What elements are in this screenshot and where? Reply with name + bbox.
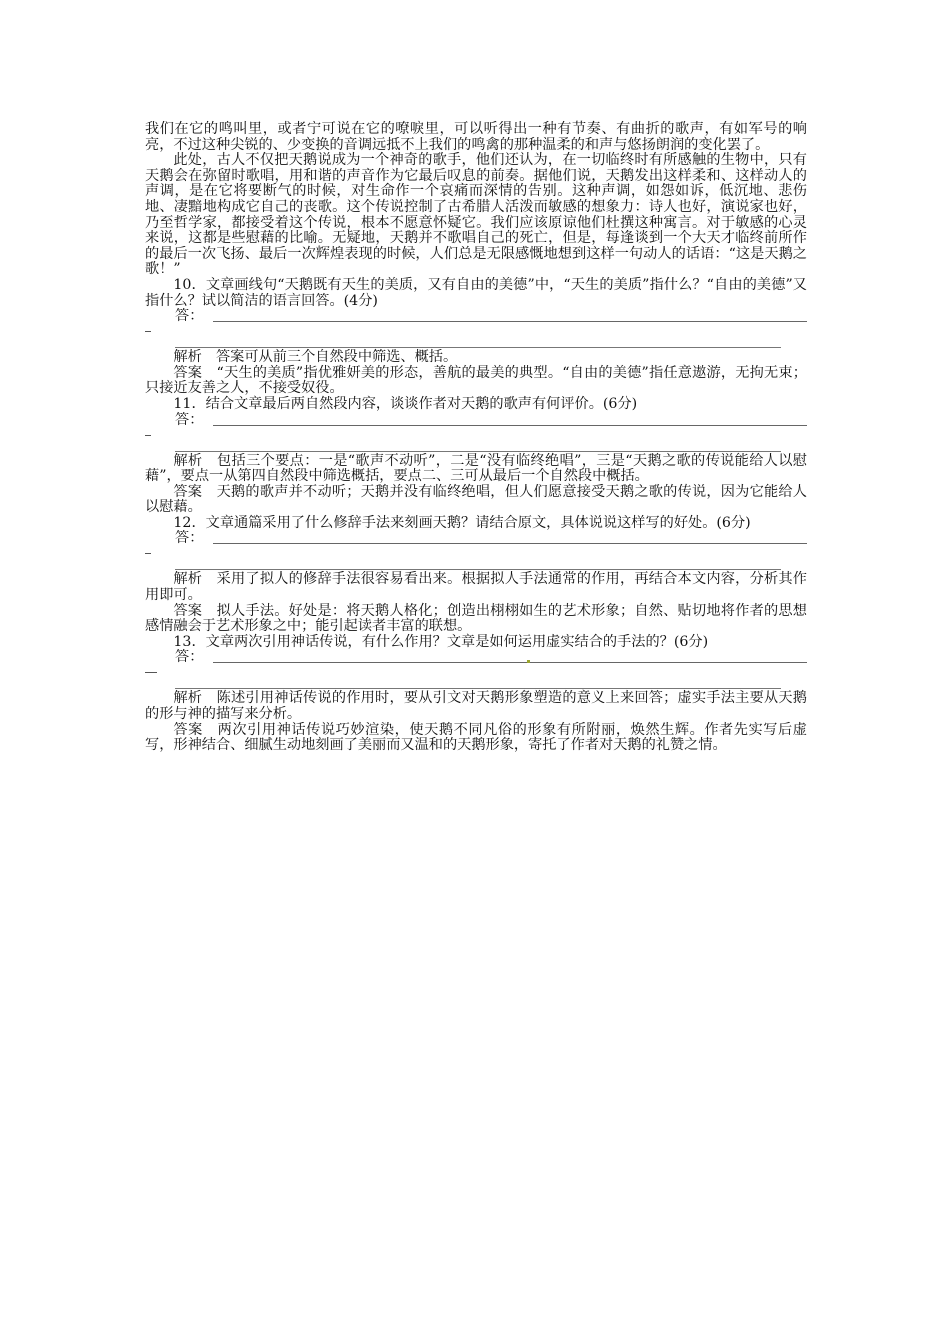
stray-mark: [527, 660, 530, 663]
answer-13: 答案 两次引用神话传说巧妙渲染，使天鹅不同凡俗的形象有所附丽，焕然生辉。作者先实写后虚写，形神结合、细腻生动地刻画了美丽而又温和的天鹅形象，寄托了作者对天鹅的礼赞之情。: [145, 721, 807, 754]
question-10: 10．文章画线句“天鹅既有天生的美质，又有自由的美德”中，“天生的美质”指什么？“自由的美德”又指什么？试以简洁的语言回答。(4分): [145, 276, 807, 309]
passage-paragraph-1: 我们在它的鸣叫里，或者宁可说在它的嘹唳里，可以听得出一种有节奏、有曲折的歌声，有如军号的响亮，不过这种尖锐的、少变换的音调远抵不上我们的鸣禽的那种温柔的和声与悠扬朗润的变化罢了。: [145, 121, 807, 153]
answer-12: 答案 拟人手法。好处是：将天鹅人格化；创造出栩栩如生的艺术形象；自然、贴切地将作者的思想感情融会于艺术形象之中；能引起读者丰富的联想。: [145, 602, 807, 635]
answer-underline: [213, 662, 807, 663]
analysis-13: 解析 陈述引用神话传说的作用时，要从引文对天鹅形象塑造的意义上来回答；虚实手法主要从天鹅的形与神的描写来分析。: [145, 690, 807, 723]
analysis-10: 解析 答案可从前三个自然段中筛选、概括。: [173, 349, 458, 366]
continuation-dash: [145, 666, 807, 680]
continuation-dash: [145, 547, 807, 561]
document-page: [145, 122, 807, 754]
continuation-dash: [145, 429, 807, 443]
answer-underline-2: [175, 443, 781, 452]
answer-underline: [213, 543, 807, 544]
passage-paragraph-2: 此处，古人不仅把天鹅说成为一个神奇的歌手，他们还认为，在一切临终时有所感触的生物中，只有天鹅会在弥留时歌唱，用和谐的声音作为它最后叹息的前奏。据他们说，天鹅发出这样柔和、这样动人的声调，是在它将要断气的时候，对生命作一个哀痛而深情的告别。这种声调，如怨如诉，低沉地、悲伤地、凄黯地构成它自己的丧歌。这个传说控制了古希腊人活泼而敏感的想象力：诗人也好，演说家也好，乃至哲学家，都接受着这个传说，根本不愿意怀疑它。我们应该原谅他们杜撰这种寓言。对于敏感的心灵来说，这都是些慰藉的比喻。无疑地，天鹅并不歌唱自己的死亡，但是，每逢谈到一个大天才临终前所作的最后一次飞扬、最后一次辉煌表现的时候，人们总是无限感慨地想到这样一句动人的话语：“这是天鹅之歌！”: [145, 152, 807, 278]
answer-10: 答案 “天生的美质”指优雅妍美的形态，善航的最美的典型。“自由的美德”指任意遨游，无拘无束；只接近友善之人，不接受奴役。: [145, 364, 807, 397]
answer-underline-2: [175, 339, 781, 348]
answer-underline: [213, 425, 807, 426]
continuation-dash: [145, 325, 807, 339]
answer-label: 答：: [175, 308, 204, 325]
question-11: 11．结合文章最后两自然段内容，谈谈作者对天鹅的歌声有何评价。(6分): [173, 395, 638, 412]
answer-label: 答：: [175, 411, 204, 428]
answer-field-13[interactable]: [175, 650, 807, 666]
answer-underline-2: [175, 561, 781, 570]
analysis-12: 解析 采用了拟人的修辞手法很容易看出来。根据拟人手法通常的作用，再结合本文内容，分析其作用即可。: [145, 571, 807, 604]
answer-field-11[interactable]: [175, 413, 807, 429]
answer-field-10[interactable]: [175, 309, 807, 325]
answer-11: 答案 天鹅的歌声并不动听；天鹅并没有临终绝唱，但人们愿意接受天鹅之歌的传说，因为它能给人以慰藉。: [145, 483, 807, 516]
question-13: 13．文章两次引用神话传说，有什么作用？文章是如何运用虚实结合的手法的？(6分): [173, 633, 709, 650]
answer-underline-2: [175, 680, 781, 689]
answer-underline: [213, 321, 807, 322]
answer-label: 答：: [175, 649, 204, 666]
question-12: 12．文章通篇采用了什么修辞手法来刻画天鹅？请结合原文，具体说说这样写的好处。(6分): [173, 514, 751, 531]
analysis-11: 解析 包括三个要点：一是“歌声不动听”，二是“没有临终绝唱”，三是“天鹅之歌的传说能给人以慰藉”，要点一从第四自然段中筛选概括，要点二、三可从最后一个自然段中概括。: [145, 452, 807, 485]
answer-field-12[interactable]: [175, 531, 807, 547]
answer-label: 答：: [175, 530, 204, 547]
